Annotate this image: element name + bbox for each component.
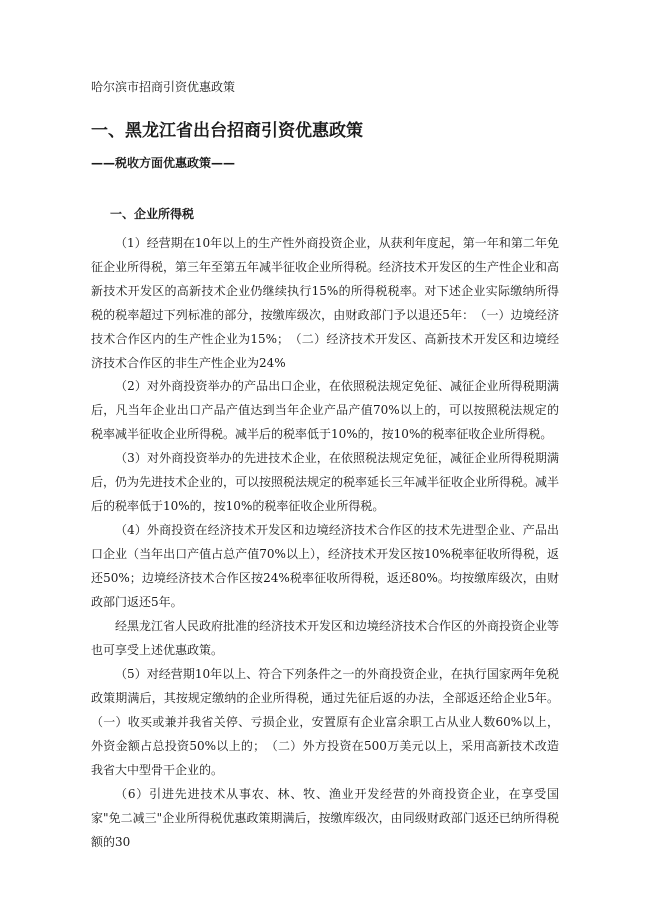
paragraph-5: 经黑龙江省人民政府批准的经济技术开发区和边境经济技术合作区的外商投资企业等也可享受上述优惠政策。 xyxy=(91,619,560,657)
paragraph-4: （4）外商投资在经济技术开发区和边境经济技术合作区的技术先进型企业、产品出口企业（当年出口产值占总产值70%以上），经济技术开发区按10%税率征收所得税，返还50%；边境经济技术合作区按24%税率征收所得税，返还80%。均按缴库级次，由财政部门返还5年。 xyxy=(91,523,559,609)
paragraph-7: （6）引进先进技术从事农、林、牧、渔业开发经营的外商投资企业，在享受国家"免二减三"企业所得税优惠政策期满后，按缴库级次，由同级财政部门返还已纳所得税额的30 xyxy=(91,787,559,849)
paragraph-2: （2）对外商投资举办的产品出口企业，在依照税法规定免征、减征企业所得税期满后，凡当年企业出口产品产值达到当年企业产品产值70%以上的，可以按照税法规定的税率减半征收企业所得税。减半后的税率低于10%的，按10%的税率征收企业所得税。 xyxy=(91,379,559,441)
paragraph-6: （5）对经营期10年以上、符合下列条件之一的外商投资企业，在执行国家两年免税政策期满后，其按规定缴纳的企业所得税，通过先征后返的办法，全部返还给企业5年。（一）收买或兼并我省关停、亏损企业，安置原有企业富余职工占从业人数60%以上，外资金额占总投资50%以上的； （二）外方投资在500万美元以上，采用高新技术改造我省大中型骨干企业的。 xyxy=(91,667,559,777)
document-title: 哈尔滨市招商引资优惠政策 xyxy=(91,80,236,94)
subsection-heading-corporate-income-tax: 一、企业所得税 xyxy=(110,207,195,221)
paragraph-3: （3）对外商投资举办的先进技术企业，在依照税法规定免征，减征企业所得税期满后，仍为先进技术企业的，可以按照税法规定的税率延长三年减半征收企业所得税。减半后的税率低于10%的，按10%的税率征收企业所得税。 xyxy=(91,451,560,513)
subtitle: ——税收方面优惠政策—— xyxy=(91,156,236,170)
paragraph-1: （1）经营期在10年以上的生产性外商投资企业，从获利年度起，第一年和第二年免征企业所得税，第三年至第五年减半征收企业所得税。经济技术开发区的生产性企业和高新技术开发区的高新技术企业仍继续执行15%的所得税税率。对下述企业实际缴纳所得税的税率超过下列标准的部分，按缴库级次，由财政部门予以退还5年： （一）边境经济技术合作区内的生产性企业为15%； （二）经济技术开发区、高新技术开发区和边境经济技术合作区的非生产性企业为24% xyxy=(91,236,560,370)
section-heading: 一、黑龙江省出台招商引资优惠政策 xyxy=(91,121,363,141)
